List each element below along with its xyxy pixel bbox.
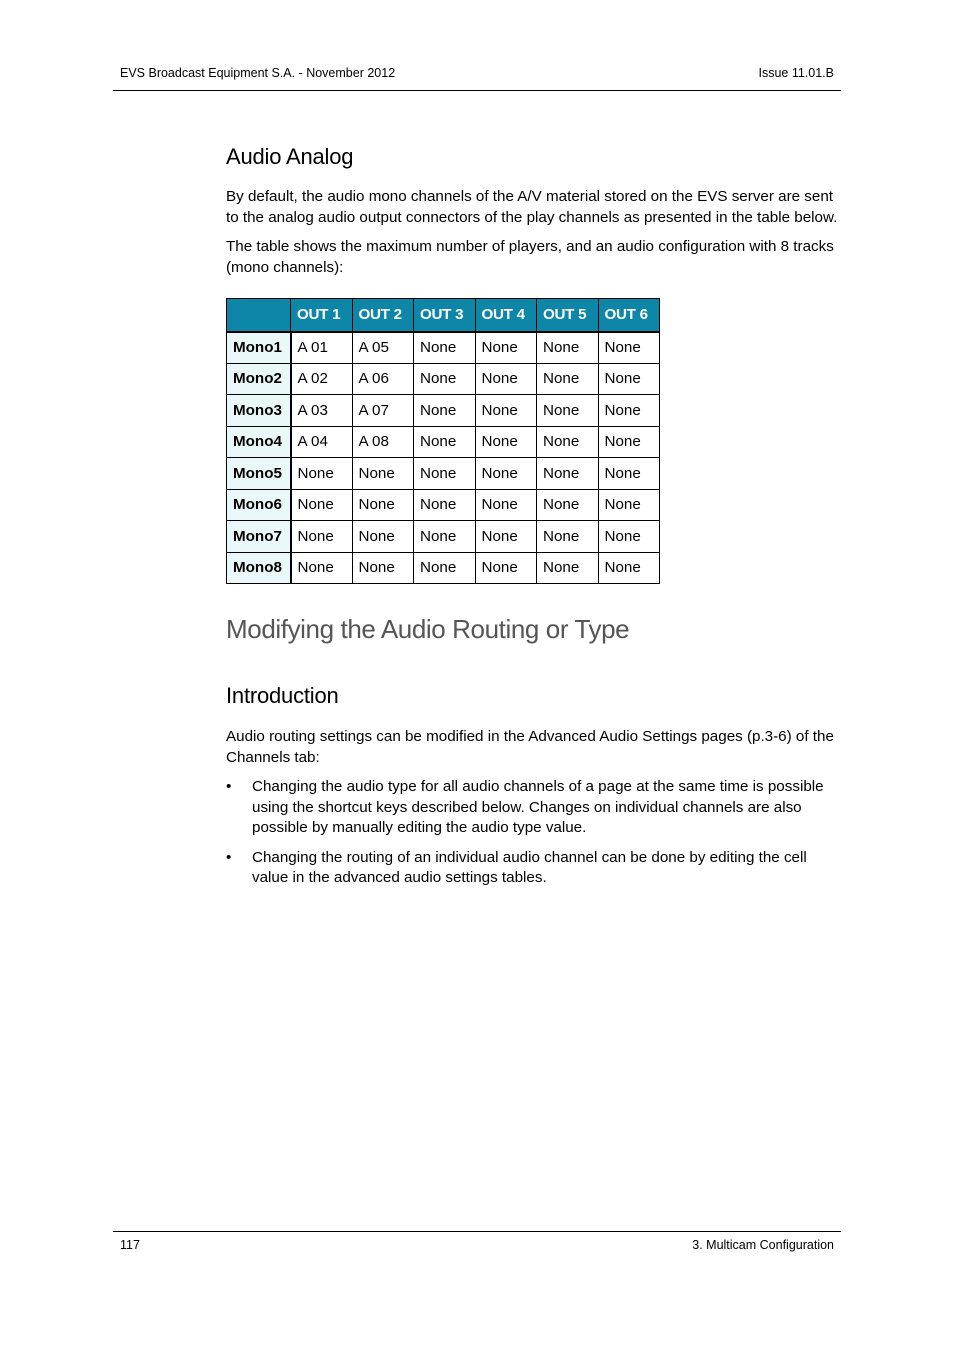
running-header-issue: Issue 11.01.B	[758, 66, 834, 80]
table-cell: None	[537, 552, 599, 584]
column-header: OUT 6	[598, 299, 660, 332]
table-cell: None	[598, 395, 660, 427]
table-row	[227, 489, 660, 521]
table-row	[227, 395, 660, 427]
list-item	[226, 777, 844, 839]
row-header-cell: Mono5	[227, 458, 291, 490]
table-cell: None	[475, 458, 537, 490]
row-header-cell: Mono8	[227, 552, 291, 584]
table-cell: A 03	[291, 395, 353, 427]
column-header: OUT 1	[291, 299, 353, 332]
table-cell: None	[475, 426, 537, 458]
table-cell: None	[598, 521, 660, 553]
footer-divider	[113, 1231, 841, 1232]
table-cell: None	[475, 332, 537, 364]
section-title-modifying-audio-routing: Modifying the Audio Routing or Type	[226, 614, 630, 644]
table-cell: None	[537, 458, 599, 490]
table-cell: None	[414, 489, 476, 521]
table-cell: None	[537, 395, 599, 427]
table-cell: None	[291, 489, 353, 521]
table-cell: None	[352, 458, 414, 490]
bullet-icon: •	[226, 848, 232, 866]
list-item-text: Changing the routing of an individual audio channel can be done by editing the cell value in the advanced audio settings tables.	[252, 848, 807, 886]
table-cell: None	[475, 552, 537, 584]
table-row	[227, 426, 660, 458]
table-cell: None	[598, 489, 660, 521]
section-title-introduction: Introduction	[226, 683, 339, 708]
table-cell: A 08	[352, 426, 414, 458]
column-header: OUT 3	[414, 299, 476, 332]
bullet-icon: •	[226, 778, 232, 795]
list-item	[226, 848, 844, 889]
table-cell: None	[598, 552, 660, 584]
table-cell: None	[537, 363, 599, 395]
running-footer-chapter: 3. Multicam Configuration	[692, 1238, 834, 1252]
table-cell: A 07	[352, 395, 414, 427]
table-cell: None	[598, 458, 660, 490]
table-cell: A 06	[352, 363, 414, 395]
row-header-cell: Mono7	[227, 521, 291, 553]
audio-analog-paragraph-1: By default, the audio mono channels of the A/V material stored on the EVS server are sent to the analog audio output connectors of the play channels as presented in the table below.	[226, 188, 838, 226]
row-header-cell: Mono1	[227, 332, 291, 364]
page-number: 117	[120, 1238, 140, 1252]
audio-analog-paragraph-2: The table shows the maximum number of players, and an audio configuration with 8 tracks (mono channels):	[226, 238, 834, 276]
audio-routing-table	[226, 298, 660, 584]
row-header-cell: Mono2	[227, 363, 291, 395]
table-cell: None	[414, 332, 476, 364]
table-cell: None	[414, 552, 476, 584]
table-cell: None	[598, 426, 660, 458]
table-cell: None	[414, 458, 476, 490]
table-cell: None	[475, 489, 537, 521]
table-row	[227, 332, 660, 364]
column-header: OUT 4	[475, 299, 537, 332]
table-cell: None	[291, 521, 353, 553]
table-cell: None	[537, 426, 599, 458]
introduction-paragraph: Audio routing settings can be modified in the Advanced Audio Settings pages (p.3-6) of the Channels tab:	[226, 728, 834, 766]
introduction-bullet-list	[226, 777, 844, 889]
row-header-cell: Mono4	[227, 426, 291, 458]
table-cell: None	[414, 363, 476, 395]
table-cell: None	[414, 426, 476, 458]
table-row	[227, 458, 660, 490]
page-content	[226, 140, 844, 898]
header-divider	[113, 90, 841, 91]
table-body	[227, 332, 660, 584]
table-cell: A 04	[291, 426, 353, 458]
running-header-company: EVS Broadcast Equipment S.A. - November 2012	[120, 66, 396, 80]
row-header-cell: Mono3	[227, 395, 291, 427]
table-row	[227, 552, 660, 584]
table-cell: None	[537, 489, 599, 521]
table-cell: None	[352, 489, 414, 521]
table-cell: None	[475, 363, 537, 395]
column-header: OUT 5	[537, 299, 599, 332]
table-row	[227, 363, 660, 395]
table-cell: None	[537, 521, 599, 553]
column-header: OUT 2	[352, 299, 414, 332]
list-item-text: Changing the audio type for all audio channels of a page at the same time is possible using the shortcut keys described below. Changes on individual channels are also possible by manually editing the audio type value.	[252, 778, 824, 836]
table-cell: A 05	[352, 332, 414, 364]
table-cell: None	[537, 332, 599, 364]
table-cell: None	[414, 521, 476, 553]
table-cell: None	[291, 458, 353, 490]
section-title-audio-analog: Audio Analog	[226, 144, 354, 169]
table-cell: None	[291, 552, 353, 584]
row-header-cell: Mono6	[227, 489, 291, 521]
table-cell: None	[475, 395, 537, 427]
table-header-row	[227, 299, 660, 332]
table-cell: None	[598, 363, 660, 395]
table-cell: None	[352, 552, 414, 584]
table-cell: A 02	[291, 363, 353, 395]
table-cell: None	[352, 521, 414, 553]
table-cell: A 01	[291, 332, 353, 364]
table-row	[227, 521, 660, 553]
table-cell: None	[598, 332, 660, 364]
table-cell: None	[475, 521, 537, 553]
table-cell: None	[414, 395, 476, 427]
table-corner-cell	[227, 299, 291, 332]
